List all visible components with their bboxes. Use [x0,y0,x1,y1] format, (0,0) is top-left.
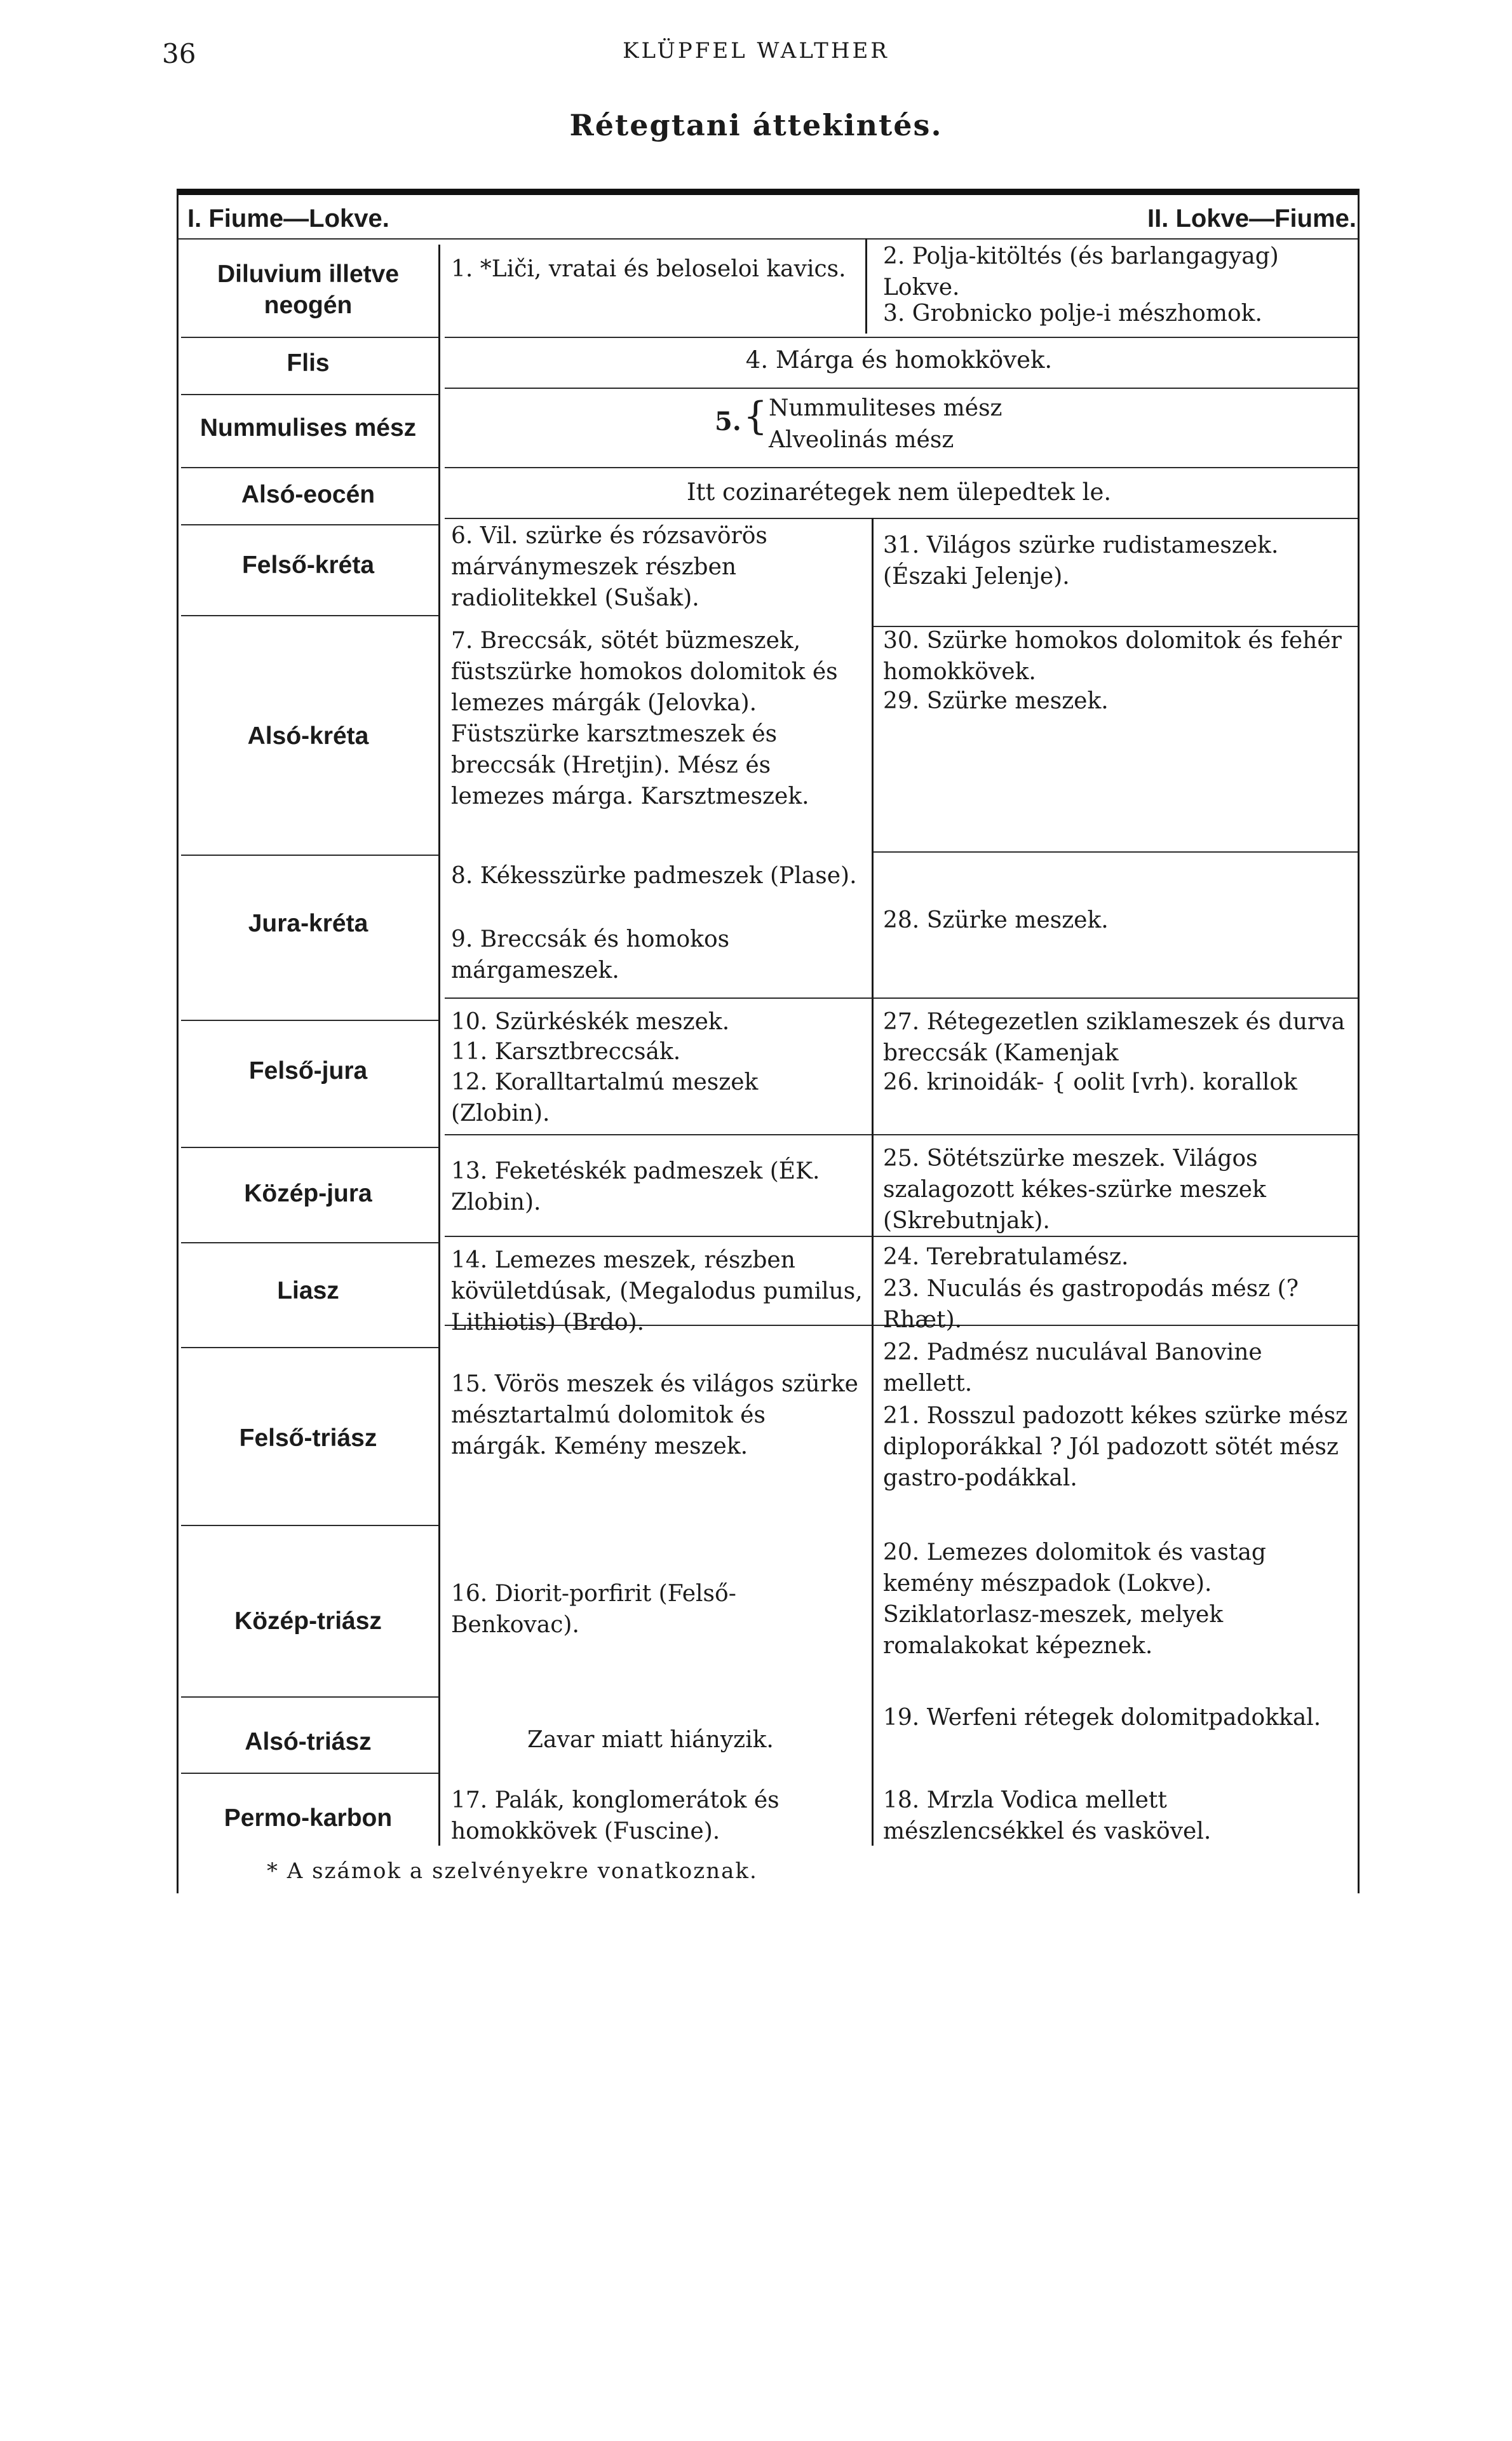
entry-13: 13. Feketéskék padmeszek (ÉK. Zlobin). [451,1158,820,1215]
stratum-rule [181,1020,438,1021]
stratum-rule [181,615,438,616]
row-rule [445,997,1358,999]
entry-26: 26. krinoidák- { oolit [vrh). korallok [883,1069,1297,1095]
entry-24: 24. Terebratulamész. [883,1244,1129,1270]
entry-12: 12. Koralltartalmú meszek (Zlobin). [451,1069,759,1126]
entry-29: 29. Szürke meszek. [883,688,1109,714]
strata-column-divider [438,245,440,1846]
row-rule [445,1134,1358,1135]
entry-8: 8. Kékesszürke padmeszek (Plase). [451,863,857,889]
table-right-border [1358,191,1360,1893]
entry-19: 19. Werfeni rétegek dolomitpadokkal. [883,1705,1321,1731]
footnote: * A számok a szelvényekre vonatkoznak. [267,1858,758,1884]
entry-9: 9. Breccsák és homokos márgameszek. [451,926,730,984]
stratum-rule [181,1773,438,1774]
entry-2: 2. Polja-kitöltés (és barlangagyag) Lokve. [883,243,1279,301]
stratum-rule [181,855,438,856]
stratum-diluvium: Diluvium illetve neogén [217,260,400,319]
stratum-also-triasz: Alsó-triász [245,1728,372,1755]
stratum-also-kreta: Alsó-kréta [247,722,369,750]
stratum-kozep-jura: Közép-jura [244,1180,372,1207]
stratum-felso-triasz: Felső-triász [239,1424,377,1452]
stratum-jura-kreta: Jura-kréta [248,910,368,937]
entry-11: 11. Karsztbreccsák. [451,1039,681,1065]
stratum-rule [181,337,438,338]
page-title: Rétegtani áttekintés. [569,108,943,142]
stratum-felso-jura: Felső-jura [248,1057,368,1085]
entry-22: 22. Padmész nuculával Banovine mellett. [883,1339,1262,1396]
entry-eocene-note: Itt cozinarétegek nem ülepedtek le. [686,478,1112,506]
entry-23: 23. Nuculás és gastropodás mész (?Rhæt). [883,1276,1299,1333]
stratum-kozep-triasz: Közép-triász [234,1607,382,1635]
column-header-right: II. Lokve—Fiume. [1147,205,1356,233]
entry-3: 3. Grobnicko polje-i mészhomok. [883,301,1262,327]
entry-27: 27. Rétegezetlen sziklameszek és durva breccsák (Kamenjak [883,1009,1346,1066]
top-center-divider [865,238,867,334]
entry-7: 7. Breccsák, sötét büzmeszek, füstszürke homokos dolomitok és lemezes márgák (Jelovka). Füstszürke karsztmeszek és breccsák (Hretjin). Mész és lemezes márga. Karsztmeszek. [451,628,838,809]
entry-10: 10. Szürkéskék meszek. [451,1009,730,1035]
entry-25: 25. Sötétszürke meszek. Világos szalagozott kékes-szürke meszek (Skrebutnjak). [883,1146,1266,1234]
column-header-left: I. Fiume—Lokve. [187,205,389,233]
table-left-border [177,191,179,1893]
entry-5-nummulites: Nummuliteses mész [769,395,1002,421]
entry-5-alveolinas: Alveolinás mész [769,427,954,453]
entry-14: 14. Lemezes meszek, részben kövületdúsak, (Megalodus pumilus, Lithiotis) (Brdo). [451,1247,863,1335]
entry-28: 28. Szürke meszek. [883,907,1109,933]
stratum-rule [181,467,438,468]
entry-17: 17. Palák, konglomerátok és homokkövek (Fuscine). [451,1787,780,1844]
stratum-rule [181,1696,438,1698]
entry-6: 6. Vil. szürke és rózsavörös márványmeszek részben radiolitekkel (Sušak). [451,523,767,611]
stratum-rule [181,1147,438,1148]
stratum-nummulites: Nummulises mész [199,414,417,442]
row-rule [445,388,1358,389]
entry-4: 4. Márga és homokkövek. [745,346,1053,374]
entry-1: 1. *Liči, vratai és beloseloi kavics. [451,256,846,282]
header-rule [178,238,1358,240]
stratum-rule [181,1242,438,1243]
stratum-flis: Flis [287,349,330,377]
stratum-rule [181,394,438,395]
entry-30: 30. Szürke homokos dolomitok és fehér homokkövek. [883,628,1342,685]
running-head: KLÜPFEL WALTHER [623,38,889,64]
entry-16: 16. Diorit-porfirit (Felső-Benkovac). [451,1581,736,1638]
entry-31: 31. Világos szürke rudistameszek. (Északi Jelenje). [883,532,1279,590]
page-number: 36 [162,38,196,69]
stratum-liasz: Liasz [277,1277,339,1304]
row-rule [445,467,1358,468]
table-top-rule [177,189,1360,195]
entry-20: 20. Lemezes dolomitok és vastag kemény mészpadok (Lokve). Sziklatorlasz-meszek, melyek romalakokat képeznek. [883,1539,1266,1659]
entry-21: 21. Rosszul padozott kékes szürke mész diploporákkal ? Jól padozott sötét mész gastro-podákkal. [883,1403,1348,1491]
stratum-permo-karbon: Permo-karbon [224,1804,393,1832]
center-column-divider [872,518,874,1846]
row-rule [445,337,1358,338]
entry-missing: Zavar miatt hiányzik. [527,1727,774,1753]
stratum-rule [181,1347,438,1348]
stratum-rule [181,1525,438,1526]
stratum-also-eocen: Alsó-eocén [241,481,375,508]
entry-18: 18. Mrzla Vodica mellett mészlencsékkel és vaskövel. [883,1787,1212,1844]
row-rule [445,518,1358,519]
stratum-rule [181,524,438,525]
brace-icon: { [743,394,768,438]
entry-5-number: 5. [715,407,741,436]
entry-15: 15. Vörös meszek és világos szürke mésztartalmú dolomitok és márgák. Kemény meszek. [451,1371,858,1459]
row-rule [874,851,1358,853]
stratum-felso-kreta: Felső-kréta [241,551,375,579]
